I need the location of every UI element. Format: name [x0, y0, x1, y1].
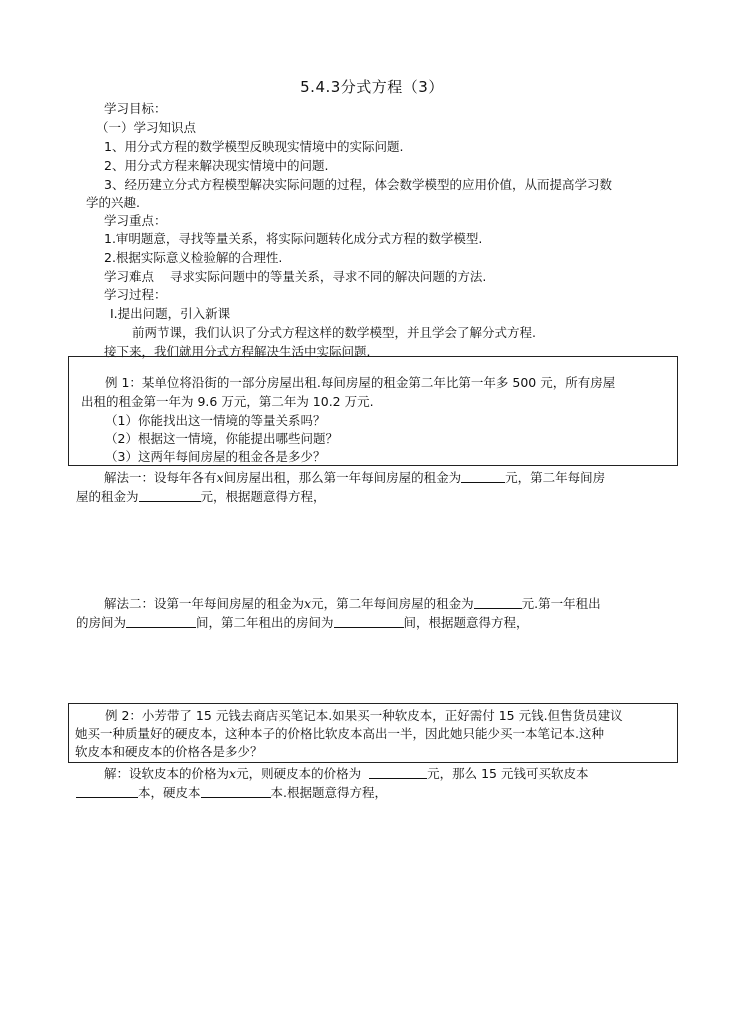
keypoint-item: 1.审明题意，寻找等量关系，将实际问题转化成分式方程的数学模型.: [104, 231, 483, 246]
objective-item: 3、经历建立分式方程模型解决实际问题的过程，体会数学模型的应用价值，从而提高学习数: [104, 177, 612, 192]
example1-box: [68, 356, 678, 466]
solution3-line1: [104, 766, 588, 782]
solution3-text: 本，硬皮本: [138, 785, 201, 800]
answer-blank[interactable]: [369, 766, 427, 779]
solution1-text: 元，根据题意得方程，: [200, 489, 326, 504]
answer-blank[interactable]: [474, 596, 522, 609]
solution3-text: 元，那么 15 元钱可买软皮本: [427, 766, 589, 781]
example1-line: 出租的租金第一年为 9.6 万元，第二年为 10.2 万元.: [81, 394, 374, 409]
answer-blank[interactable]: [126, 615, 196, 628]
solution2-line2: [76, 615, 529, 631]
page-title: 5.4.3分式方程（3）: [300, 78, 444, 96]
answer-blank[interactable]: [76, 785, 138, 798]
process-paragraph: 前两节课，我们认识了分式方程这样的数学模型，并且学会了解分式方程.: [132, 325, 536, 340]
solution1-text: 元，第二年每间房: [505, 470, 606, 485]
example1-question: （2）根据这一情境，你能提出哪些问题？: [105, 431, 338, 446]
solution1-text: 屋的租金为: [76, 489, 139, 504]
solution1-line1: [104, 470, 605, 486]
objective-item: 2、用分式方程来解决现实情境中的问题.: [104, 158, 329, 173]
objectives-sub: （一）学习知识点: [96, 120, 197, 135]
solution2-line1: [104, 596, 601, 612]
example1-line: 例 1：某单位将沿街的一部分房屋出租.每间房屋的租金第二年比第一年多 500 元，所有房屋: [105, 375, 616, 390]
solution2-text: 间，第二年租出的房间为: [196, 615, 334, 630]
solution2-text: 元，第二年每间房屋的租金为: [311, 596, 474, 611]
example2-box: [68, 703, 678, 763]
solution3-text: 本.根据题意得方程，: [270, 785, 387, 800]
process-paragraph: 接下来，我们就用分式方程解决生活中实际问题.: [104, 344, 371, 359]
example2-line: 例 2：小芳带了 15 元钱去商店买笔记本.如果买一种软皮本，正好需付 15 元钱.但售货员建议: [105, 708, 623, 723]
answer-blank[interactable]: [201, 785, 271, 798]
variable-x: x: [229, 766, 237, 781]
solution2-text: 的房间为: [76, 615, 127, 630]
solution2-text: 元.第一年租出: [521, 596, 601, 611]
example1-question: （3）这两年每间房屋的租金各是多少？: [105, 449, 326, 464]
solution2-text: 间，根据题意得方程，: [403, 615, 529, 630]
variable-x: x: [216, 470, 224, 485]
example2-line: 她买一种质量好的硬皮本，这种本子的价格比软皮本高出一半，因此她只能少买一本笔记本.这种: [75, 726, 604, 741]
solution1-text: 间房屋出租，那么第一年每间房屋的租金为: [223, 470, 462, 485]
solution3-text: 元，则硬皮本的价格为: [236, 766, 362, 781]
solution1-line2: [76, 489, 326, 505]
example1-question: （1）你能找出这一情境的等量关系吗？: [105, 413, 326, 428]
variable-x: x: [304, 596, 312, 611]
solution3-line2: [76, 785, 387, 801]
answer-blank[interactable]: [461, 470, 505, 483]
objective-item: 学的兴趣.: [86, 195, 140, 210]
difficulty-line: 学习难点 寻求实际问题中的等量关系，寻求不同的解决问题的方法.: [104, 269, 487, 284]
keypoints-heading: 学习重点：: [104, 213, 167, 228]
keypoint-item: 2.根据实际意义检验解的合理性.: [104, 250, 283, 265]
process-step: Ⅰ.提出问题，引入新课: [110, 306, 231, 321]
answer-blank[interactable]: [334, 615, 404, 628]
answer-blank[interactable]: [139, 489, 201, 502]
solution3-text: 解：设软皮本的价格为: [104, 766, 230, 781]
objectives-heading: 学习目标：: [104, 101, 167, 116]
process-heading: 学习过程：: [104, 287, 167, 302]
solution2-text: 解法二：设第一年每间房屋的租金为: [104, 596, 305, 611]
example2-line: 软皮本和硬皮本的价格各是多少？: [75, 744, 263, 759]
solution1-text: 解法一：设每年各有: [104, 470, 217, 485]
objective-item: 1、用分式方程的数学模型反映现实情境中的实际问题.: [104, 139, 404, 154]
